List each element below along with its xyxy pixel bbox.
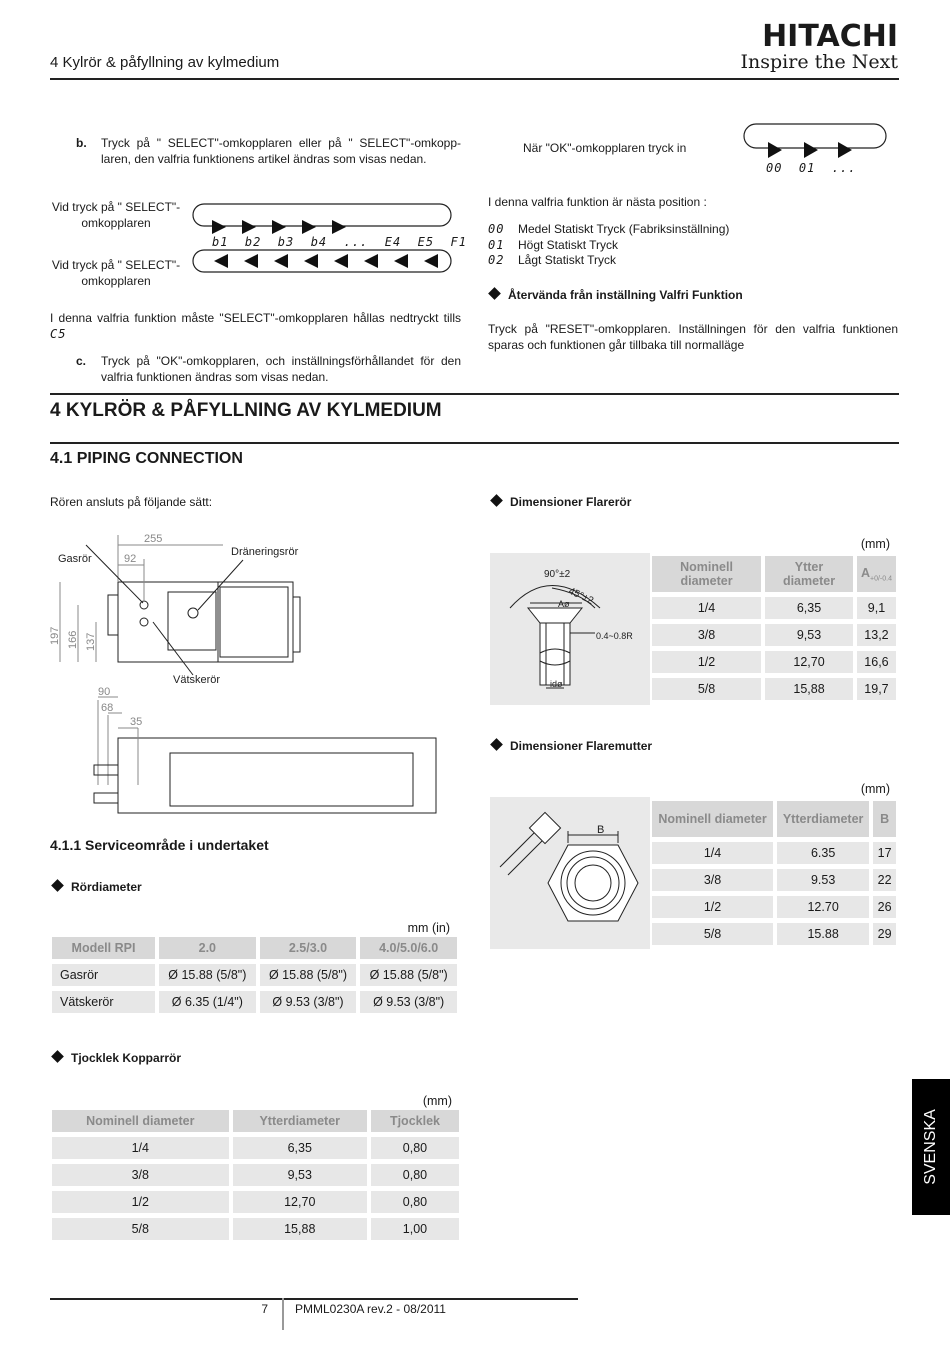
pipe-diameter-unit: mm (in) xyxy=(407,921,450,935)
table-header-row: Nominell diameter Ytterdiameter Tjocklek xyxy=(52,1110,459,1132)
footer-rule xyxy=(50,1298,578,1300)
option-item: 00 Medel Statiskt Tryck (Fabriksinställning) xyxy=(488,222,730,236)
flare-a-label: Aø xyxy=(558,599,570,609)
gas-label: Gasrör xyxy=(58,553,92,565)
table-row: 1/4 6,35 0,80 xyxy=(52,1137,459,1159)
footer-divider xyxy=(282,1298,284,1330)
table-header-row: Nominell diameter Ytterdiameter B xyxy=(652,801,896,837)
table-row: 5/8 15.88 29 xyxy=(652,923,896,945)
diamond-bullet-icon xyxy=(490,494,503,507)
table-row: 3/8 9,53 13,2 xyxy=(652,624,896,646)
doc-reference: PMML0230A rev.2 - 08/2011 xyxy=(295,1302,446,1316)
dim-35: 35 xyxy=(130,716,143,728)
header-rule xyxy=(50,78,899,80)
flare-pipe-heading: Dimensioner Flarerör xyxy=(492,495,631,509)
table-row: 3/8 9.53 22 xyxy=(652,869,896,891)
copper-thickness-heading: Tjocklek Kopparrör xyxy=(53,1051,181,1065)
flare-id-label: idø xyxy=(550,679,563,689)
hitachi-logo xyxy=(740,19,898,73)
dim-68: 68 xyxy=(101,702,114,714)
unit-piping-drawing xyxy=(48,525,463,825)
table-row: 1/2 12,70 16,6 xyxy=(652,651,896,673)
piping-intro: Rören ansluts på följande sätt: xyxy=(50,495,213,509)
hold-text xyxy=(50,311,461,342)
brand-tagline: Inspire the Next xyxy=(740,51,898,73)
options-list xyxy=(488,222,729,269)
flare-nut-unit: (mm) xyxy=(860,782,890,796)
dim-92: 92 xyxy=(124,553,137,565)
return-heading: Återvända från inställning Valfri Funktion xyxy=(490,288,743,302)
option-item: 02 Lågt Statiskt Tryck xyxy=(488,253,617,267)
flare-angle-label: 90°±2 xyxy=(544,569,571,580)
diamond-bullet-icon xyxy=(490,738,503,751)
liquid-label: Vätskerör xyxy=(173,674,221,686)
table-row: 1/4 6.35 17 xyxy=(652,842,896,864)
option-item: 01 Högt Statiskt Tryck xyxy=(488,237,619,252)
dim-137: 137 xyxy=(85,632,97,651)
diamond-bullet-icon xyxy=(488,287,501,300)
section-4-1-title: 4.1 PIPING CONNECTION xyxy=(50,450,243,467)
hold-code: C5 xyxy=(50,326,67,341)
diamond-bullet-icon xyxy=(51,879,64,892)
press-down-label: Vid tryck på " SELECT"-omkopplaren xyxy=(51,200,181,230)
select-lcd-sequence: b1 b2 b3 b4 ... E4 E5 F1 xyxy=(212,235,467,249)
table-row: 5/8 15,88 1,00 xyxy=(52,1218,459,1240)
hold-text-body: I denna valfria funktion måste "SELECT"-omkopplaren hållas nedtryckt tills xyxy=(50,311,461,325)
table-row: 1/2 12,70 0,80 xyxy=(52,1191,459,1213)
language-tab: SVENSKA xyxy=(912,1079,950,1215)
table-row: 1/2 12.70 26 xyxy=(652,896,896,918)
dim-166: 166 xyxy=(67,630,79,649)
table-row: 1/4 6,35 9,1 xyxy=(652,597,896,619)
flare-45-label: 45°±2 xyxy=(566,585,596,607)
next-position-text: I denna valfria funktion är nästa position : xyxy=(488,195,707,209)
return-text: Tryck på "RESET"-omkopplaren. Inställningen för den valfria funktionen sparas och funktionen går tillbaka till normalläge xyxy=(488,322,898,352)
section-rule-bottom xyxy=(50,442,899,444)
dim-197: 197 xyxy=(49,626,61,645)
flare-r-label: 0.4~0.8R xyxy=(596,631,633,641)
flare-nut-figure xyxy=(490,797,650,949)
item-c-text: Tryck på "OK"-omkopplaren, och inställningsförhållandet för den valfria funktionen ändras som visas nedan. xyxy=(101,354,461,384)
ok-sequence-diagram xyxy=(740,120,890,165)
table-header-row: Modell RPI 2.0 2.5/3.0 4.0/5.0/6.0 xyxy=(52,937,457,959)
header-section-title: 4 Kylrör & påfyllning av kylmedium xyxy=(50,54,280,71)
press-up-label: Vid tryck på " SELECT"-omkopplaren xyxy=(51,258,181,288)
copper-thickness-unit: (mm) xyxy=(422,1094,452,1108)
pipe-diameter-table xyxy=(48,932,461,1018)
flare-nut-b-label: B xyxy=(597,824,605,836)
ok-lcd-sequence: 00 01 ... xyxy=(766,161,857,175)
flare-pipe-unit: (mm) xyxy=(860,537,890,551)
brand-name: HITACHI xyxy=(762,19,898,54)
table-row: Gasrör Ø 15.88 (5/8") Ø 15.88 (5/8") Ø 15.88 (5/8") xyxy=(52,964,457,986)
item-c-marker: c. xyxy=(76,354,87,368)
page-number: 7 xyxy=(261,1302,268,1316)
dim-90: 90 xyxy=(98,686,111,698)
table-row: Vätskerör Ø 6.35 (1/4") Ø 9.53 (3/8") Ø 9.53 (3/8") xyxy=(52,991,457,1013)
table-row: 5/8 15,88 19,7 xyxy=(652,678,896,700)
item-b-marker: b. xyxy=(76,136,87,150)
flare-nut-heading: Dimensioner Flaremutter xyxy=(492,739,652,753)
table-header-row: Nominell diameter Ytter diameter $A_{+0/-0.4}$ xyxy=(652,556,896,592)
section-4-title: 4 KYLRÖR & PÅFYLLNING AV KYLMEDIUM xyxy=(50,400,442,421)
table-row: 3/8 9,53 0,80 xyxy=(52,1164,459,1186)
pipe-diameter-heading: Rördiameter xyxy=(53,880,142,894)
flare-nut-table xyxy=(648,796,900,950)
section-rule-top xyxy=(50,393,899,395)
drain-label: Dräneringsrör xyxy=(231,546,299,558)
flare-pipe-figure xyxy=(490,553,650,705)
dim-255: 255 xyxy=(144,533,163,545)
flare-pipe-table xyxy=(648,551,900,705)
item-b-text: Tryck på " SELECT"-omkopplaren eller på " SELECT"-omkopp-laren, den valfria funktionens artikel ändras som visas nedan. xyxy=(101,136,461,166)
ok-label: När "OK"-omkopplaren tryck in xyxy=(523,141,687,155)
copper-thickness-table xyxy=(48,1105,463,1245)
diamond-bullet-icon xyxy=(51,1050,64,1063)
service-area-title: 4.1.1 Serviceområde i undertaket xyxy=(50,837,269,853)
